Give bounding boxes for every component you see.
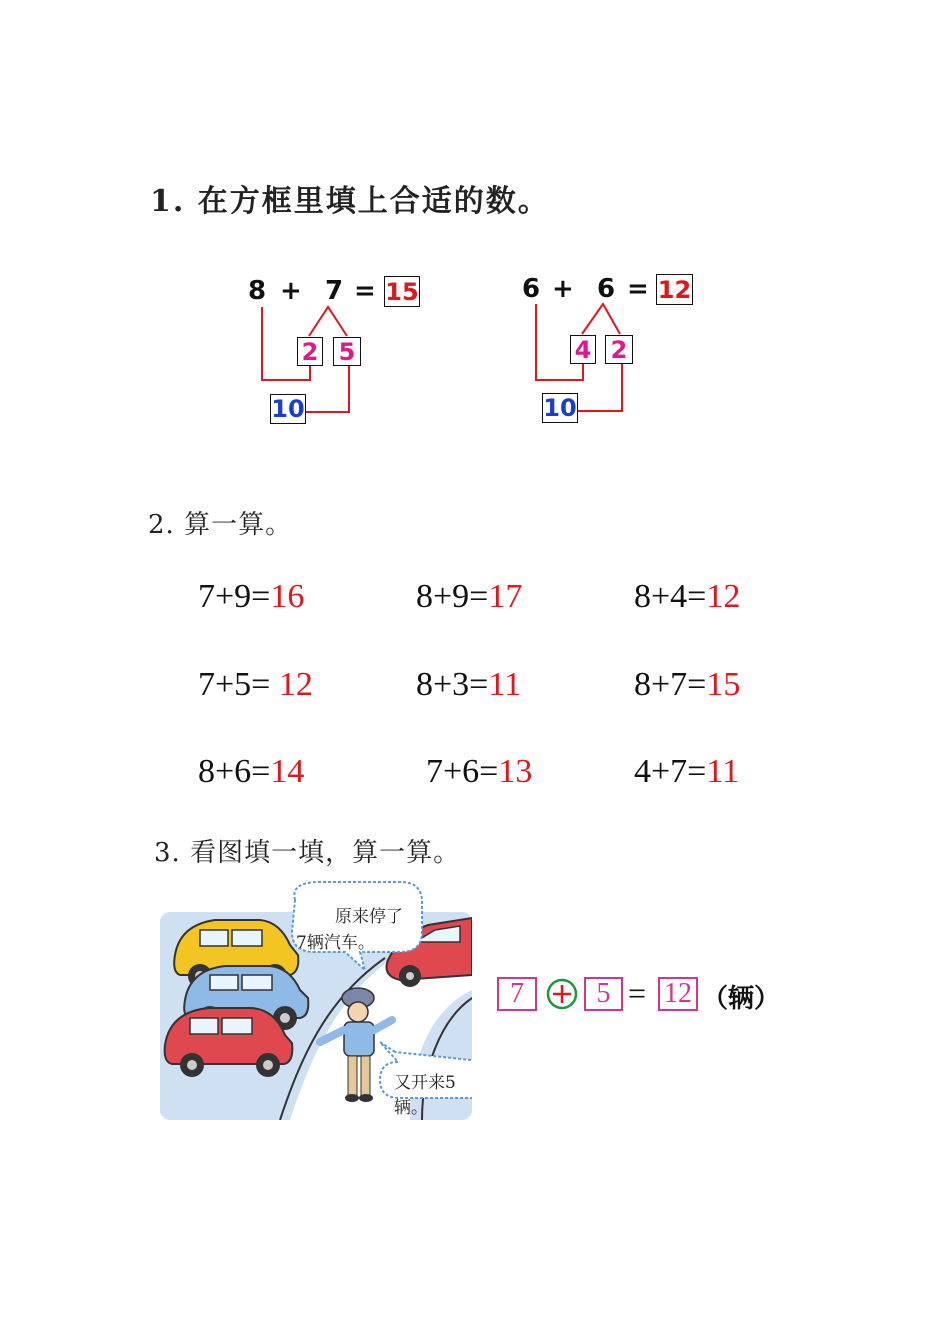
eq-equals: = <box>628 975 647 1011</box>
section1-heading: 1. 在方框里填上合适的数。 <box>150 184 550 219</box>
split-box-2: 5 <box>333 337 361 366</box>
split-box-1: 2 <box>297 337 323 366</box>
calc-answer: 15 <box>706 666 741 703</box>
calc-answer: 14 <box>270 753 305 790</box>
calc-item <box>634 666 740 704</box>
calc-item <box>416 578 522 616</box>
calc-expr: 8+7= <box>634 666 707 703</box>
calc-answer: 16 <box>270 578 305 615</box>
calc-answer: 12 <box>706 578 741 615</box>
calc-expr: 7+6= <box>426 753 499 790</box>
traffic-illustration <box>160 880 472 1120</box>
calc-expr: 8+9= <box>416 578 489 615</box>
plus-sign: + <box>552 274 574 304</box>
bubble2-text: 又开来5辆。 <box>394 1073 456 1118</box>
bubble1-line2: 7辆汽车。 <box>296 933 375 953</box>
eq-box-a: 7 <box>497 977 537 1011</box>
calc-item <box>198 753 304 791</box>
calc-expr: 7+9= <box>198 578 271 615</box>
addend-a: 8 <box>248 276 267 306</box>
section2-heading: 2. 算一算。 <box>148 510 293 540</box>
addend-b: 7 <box>325 276 344 306</box>
eq-unit: （辆） <box>702 984 781 1014</box>
calc-answer: 12 <box>270 666 313 703</box>
calc-item <box>634 753 739 791</box>
calc-answer: 11 <box>706 753 740 790</box>
calc-item <box>198 578 304 616</box>
calc-item <box>416 666 521 704</box>
split-box-2: 2 <box>605 335 633 364</box>
calc-answer: 13 <box>498 753 533 790</box>
equals-sign: = <box>354 276 376 306</box>
result-box: 15 <box>385 277 419 306</box>
calc-item <box>634 578 740 616</box>
calc-expr: 4+7= <box>634 753 707 790</box>
calc-answer: 11 <box>488 666 522 703</box>
addend-b: 6 <box>597 274 616 304</box>
result-box: 12 <box>657 275 692 304</box>
calc-expr: 8+4= <box>634 578 707 615</box>
equals-sign: = <box>627 274 649 304</box>
calc-expr: 8+6= <box>198 753 271 790</box>
ten-box: 10 <box>271 395 305 423</box>
calc-answer: 17 <box>488 578 523 615</box>
plus-circle-icon <box>545 977 579 1011</box>
split-box-1: 4 <box>570 335 596 364</box>
bubble1-line1: 原来停了 <box>335 907 403 927</box>
eq-box-b: 5 <box>584 977 623 1011</box>
addend-a: 6 <box>522 274 541 304</box>
plus-sign: + <box>280 276 302 306</box>
calc-expr: 7+5= <box>198 666 271 703</box>
calc-expr: 8+3= <box>416 666 489 703</box>
eq-result-box: 12 <box>658 977 698 1011</box>
section3-heading: 3. 看图填一填，算一算。 <box>154 838 461 868</box>
calc-item <box>426 753 532 791</box>
ten-box: 10 <box>543 394 577 422</box>
calc-item <box>198 666 313 704</box>
